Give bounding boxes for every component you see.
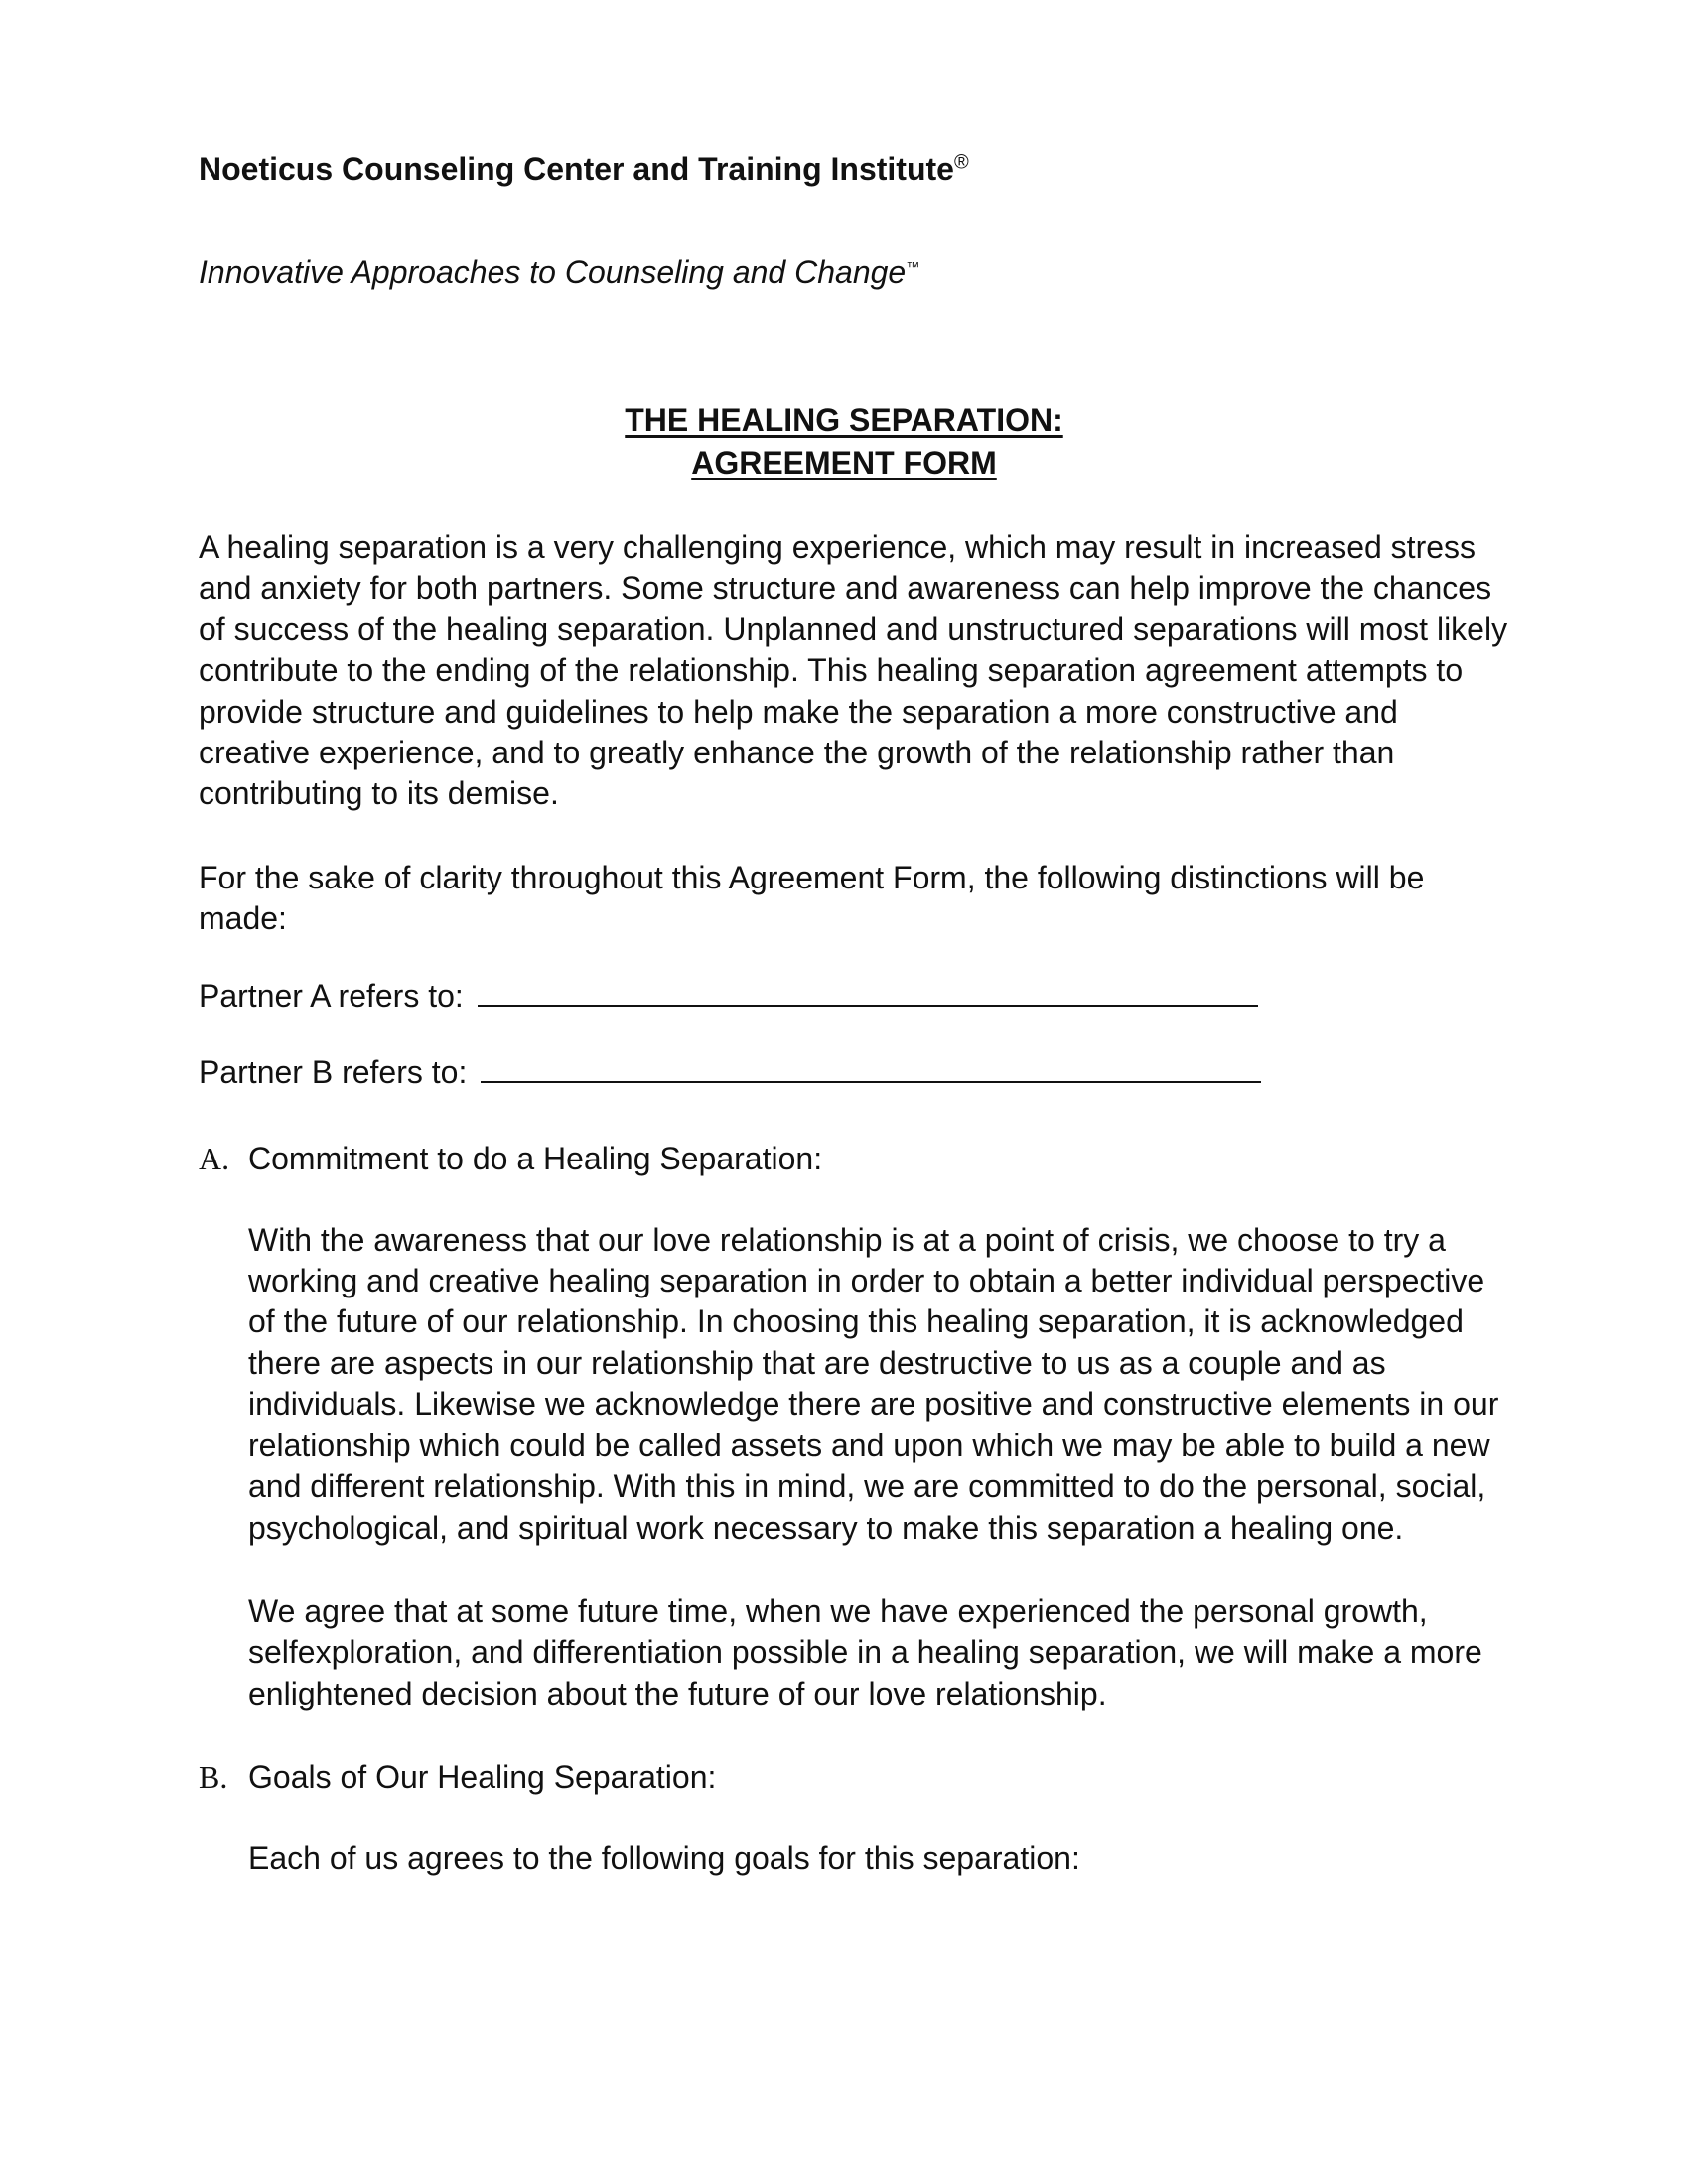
- intro-paragraph: A healing separation is a very challenging experience, which may result in increased stress and anxiety for both partners. Some structure and awareness can help improve the chances of success of the healing separation. Unplanned and unstructured separations will most likely contribute to the ending of the relationship. This healing separation agreement attempts to provide structure and guidelines to help make the separation a more constructive and creative experience, and to greatly enhance the growth of the relationship rather than contributing to its demise.: [199, 529, 1508, 812]
- document-page: [199, 149, 1509, 1912]
- section-a-title: Commitment to do a Healing Separation:: [248, 1140, 823, 1176]
- section-b-heading: [199, 1757, 1509, 1798]
- section-a-paragraph-1: With the awareness that our love relationship is at a point of crisis, we choose to try a working and creative healing separation in order to obtain a better individual perspective of the future of our relationship. In choosing this healing separation, it is acknowledged there are aspects in our relationship that are destructive to us as a couple and as individuals. Likewise we acknowledge there are positive and constructive elements in our relationship which could be called assets and upon which we may be able to build a new and different relationship. With this in mind, we are committed to do the personal, social, psychological, and spiritual work necessary to make this separation a healing one.: [248, 1221, 1499, 1546]
- trademark-mark: ™: [906, 258, 920, 275]
- partner-a-field[interactable]: [478, 977, 1258, 1007]
- partner-b-field[interactable]: [481, 1053, 1261, 1083]
- partner-a-label: Partner A refers to:: [199, 977, 464, 1014]
- section-b-paragraph-1: Each of us agrees to the following goals for this separation:: [248, 1841, 1080, 1877]
- distinctions-paragraph: For the sake of clarity throughout this Agreement Form, the following distinctions will be made:: [199, 859, 1425, 937]
- section-b-title: Goals of Our Healing Separation:: [248, 1759, 717, 1796]
- organization-name: [199, 149, 1509, 189]
- section-a-paragraph-2: We agree that at some future time, when we have experienced the personal growth, selfexploration, and differentiation possible in a healing separation, we will make a more enlightened decision about the future of our love relationship.: [248, 1592, 1482, 1711]
- section-b-letter: B.: [199, 1759, 228, 1796]
- partner-a-row: [199, 976, 1509, 1017]
- tagline-text: Innovative Approaches to Counseling and Change: [199, 254, 907, 290]
- tagline: [199, 252, 1509, 292]
- organization-name-text: Noeticus Counseling Center and Training Institute: [199, 151, 954, 187]
- section-a-letter: A.: [199, 1140, 230, 1176]
- title-line-1: THE HEALING SEPARATION:: [625, 402, 1063, 438]
- title-line-2: AGREEMENT FORM: [691, 445, 997, 480]
- document-title: [199, 399, 1489, 484]
- partner-b-label: Partner B refers to:: [199, 1053, 468, 1090]
- partner-b-row: [199, 1052, 1509, 1093]
- section-a-heading: [199, 1139, 1509, 1179]
- registered-mark: ®: [953, 151, 969, 174]
